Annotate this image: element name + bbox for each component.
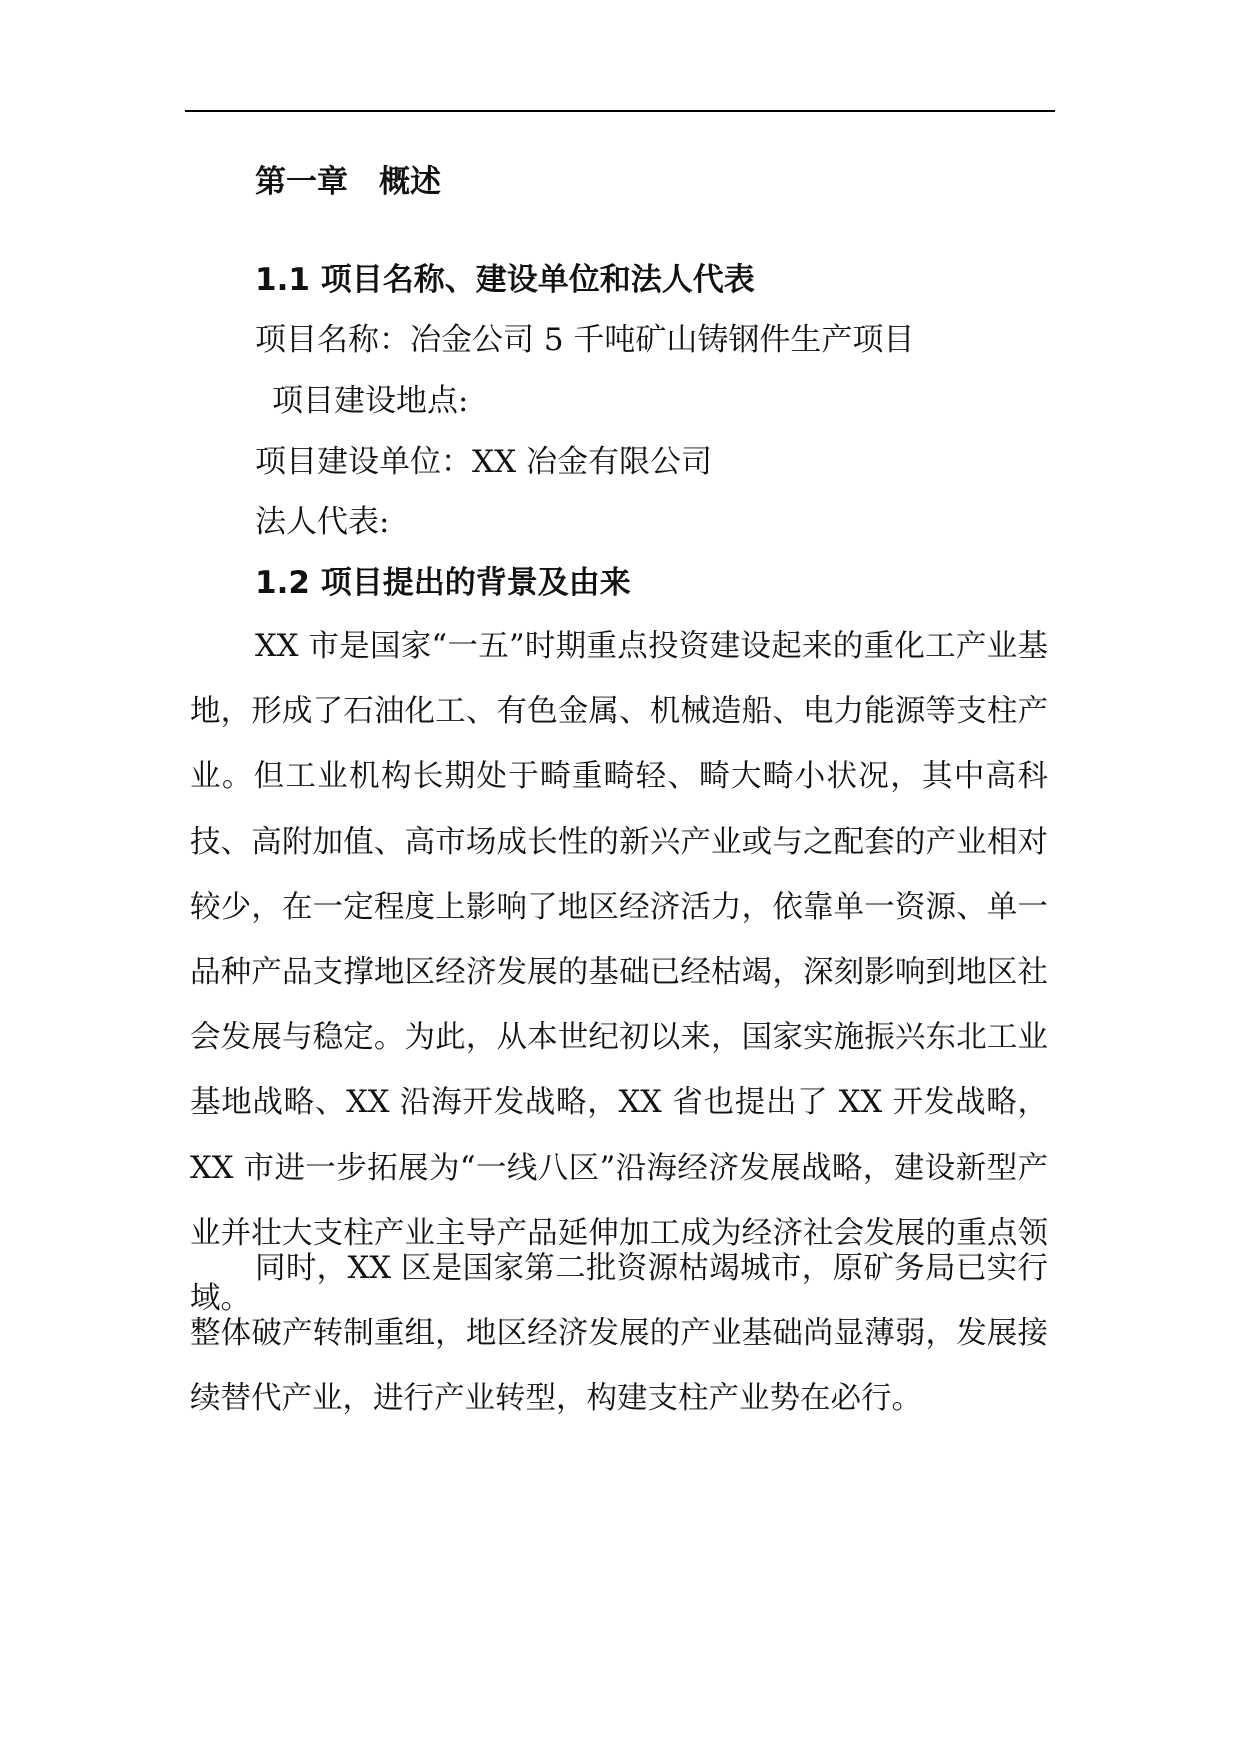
section-heading-1-2: 1.2 项目提出的背景及由来: [255, 565, 631, 601]
construction-unit-line: 项目建设单位：XX 冶金有限公司: [255, 444, 712, 480]
project-name-line: 项目名称：冶金公司 5 千吨矿山铸钢件生产项目: [255, 322, 915, 358]
project-location-line: 项目建设地点:: [272, 383, 469, 419]
background-paragraph-2: 同时，XX 区是国家第二批资源枯竭城市，原矿务局已实行整体破产转制重组，地区经济发展的产业基础尚显薄弱，发展接续替代产业，进行产业转型，构建支柱产业势在必行。: [190, 1251, 1048, 1417]
background-paragraph-1: XX 市是国家“一五”时期重点投资建设起来的重化工产业基地，形成了石油化工、有色金属、机械造船、电力能源等支柱产业。但工业机构长期处于畸重畸轻、畸大畸小状况，其中高科技、高附加值、高市场成长性的新兴产业或与之配套的产业相对较少，在一定程度上影响了地区经济活力，依靠单一资源、单一品种产品支撑地区经济发展的基础已经枯竭，深刻影响到地区社会发展与稳定。为此，从本世纪初以来，国家实施振兴东北工业基地战略、XX 沿海开发战略，XX 省也提出了 XX 开发战略，XX 市进一步拓展为“一线八区”沿海经济发展战略，建设新型产业并壮大支柱产业主导产品延伸加工成为经济社会发展的重点领域。: [190, 629, 1048, 1317]
chapter-title: 第一章 概述: [255, 164, 441, 200]
legal-representative-line: 法人代表:: [255, 504, 390, 540]
header-rule: [185, 110, 1055, 112]
section-heading-1-1: 1.1 项目名称、建设单位和法人代表: [255, 262, 755, 298]
